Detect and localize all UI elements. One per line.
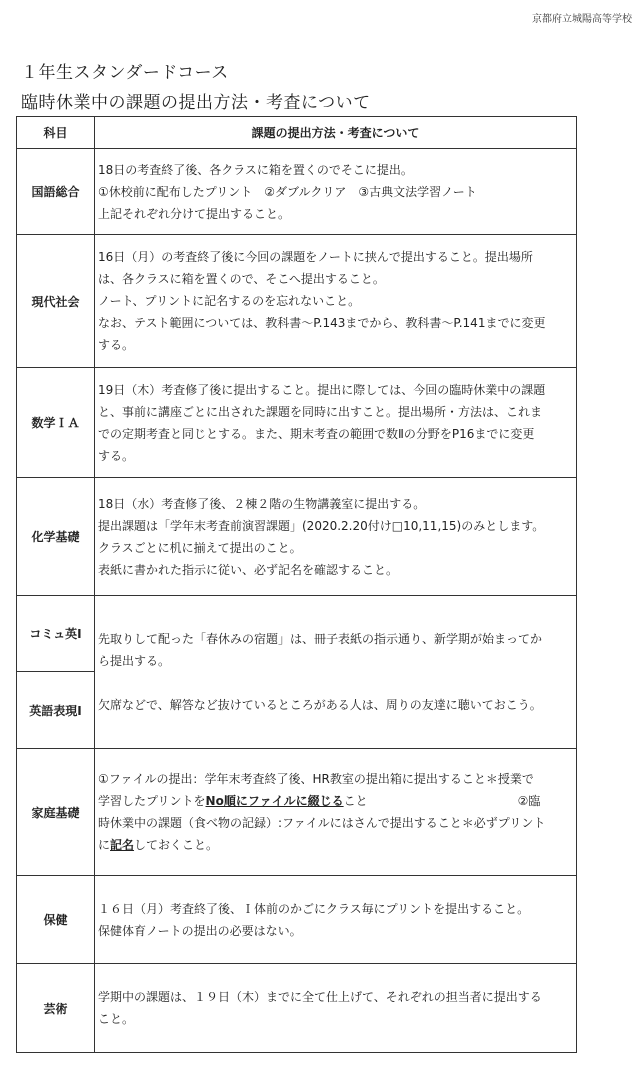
method-cell: [95, 368, 577, 478]
method-cell: [95, 876, 577, 964]
text-line: 上記それぞれ分けて提出すること。: [98, 206, 291, 221]
header-method: 課題の提出方法・考査について: [95, 117, 577, 149]
method-cell: [95, 149, 577, 235]
text-line: 先取りして配った「春休みの宿題」は、冊子表紙の指示通り、新学期が始まってか: [98, 632, 543, 646]
course-title: １年生スタンダードコース: [21, 63, 229, 83]
table-row: [17, 368, 577, 478]
table-row: [17, 749, 577, 876]
text-span: こと: [343, 794, 368, 808]
text-line: する。: [98, 338, 135, 352]
text-line: ①ファイルの提出：学年末考査終了後、HR教室の提出箱に提出すること＊授業で: [98, 772, 534, 786]
method-cell: [95, 596, 577, 749]
subject-cell: 現代社会: [17, 235, 95, 368]
assignment-table: [16, 116, 577, 1053]
table-row: [17, 596, 577, 672]
text-line: なお、テスト範囲については、教科書～P.143までから、教科書～P.141までに変更: [98, 316, 546, 330]
subject-cell: 家庭基礎: [17, 749, 95, 876]
table-row: [17, 478, 577, 596]
method-cell: [95, 964, 577, 1053]
text-line: ら提出する。: [98, 654, 171, 668]
text-line: クラスごとに机に揃えて提出のこと。: [98, 540, 302, 555]
text-line: 提出課題は「学年末考査前演習課題」(2020.2.20付け□10,11,15)のみとします。: [98, 518, 545, 533]
subject-cell: 化学基礎: [17, 478, 95, 596]
text-line: する。: [98, 448, 135, 463]
text-line: 時休業中の課題（食べ物の記録）:ファイルにはさんで提出すること＊必ずプリント: [98, 816, 546, 830]
text-line: [98, 834, 570, 856]
text-line: 18日の考査終了後、各クラスに箱を置くのでそこに提出。: [98, 162, 413, 177]
text-line: 学期中の課題は、１９日（木）までに全て仕上げて、それぞれの担当者に提出する: [98, 990, 542, 1004]
text-line: こと。: [98, 1012, 135, 1026]
text-line: は、各クラスに箱を置くので、そこへ提出すること。: [98, 272, 385, 286]
document-title: 臨時休業中の課題の提出方法・考査について: [21, 93, 371, 113]
text-line: 18日（水）考査修了後、２棟２階の生物講義室に提出する。: [98, 496, 426, 511]
emphasis-text: No順にファイルに綴じる: [205, 794, 344, 808]
text-line: と、事前に講座ごとに出された課題を同時に出すこと。提出場所・方法は、これま: [98, 404, 543, 419]
subject-cell: 芸術: [17, 964, 95, 1053]
text-line: [98, 790, 570, 812]
subject-cell: 英語表現Ⅰ: [17, 672, 95, 749]
table-header-row: [17, 117, 577, 149]
text-line: での定期考査と同じとする。また、期末考査の範囲で数Ⅱの分野をP16までに変更: [98, 426, 535, 441]
text-span: に: [98, 838, 111, 852]
table-row: [17, 876, 577, 964]
text-line: 保健体育ノートの提出の必要はない。: [98, 923, 302, 938]
method-cell: [95, 749, 577, 876]
text-span: 学習したプリントを: [98, 794, 206, 808]
table-row: [17, 235, 577, 368]
subject-cell: 国語総合: [17, 149, 95, 235]
text-line: 欠席などで、解答など抜けているところがある人は、周りの友達に聴いておこう。: [98, 698, 542, 712]
header-subject: 科目: [17, 117, 95, 149]
text-line: ノート、プリントに記名するのを忘れないこと。: [98, 294, 361, 308]
table-row: [17, 964, 577, 1053]
text-span: ②臨: [517, 794, 541, 808]
school-name: 京都府立城陽高等学校: [532, 14, 632, 25]
method-cell: [95, 478, 577, 596]
emphasis-text: 記名: [110, 838, 135, 852]
method-cell: [95, 235, 577, 368]
subject-cell: コミュ英Ⅰ: [17, 596, 95, 672]
text-line: 表紙に書かれた指示に従い、必ず記名を確認すること。: [98, 562, 399, 577]
text-line: ①休校前に配布したプリント ②ダブルクリア ③古典文法学習ノート: [98, 184, 477, 199]
subject-cell: 数学ＩＡ: [17, 368, 95, 478]
text-line: 19日（木）考査修了後に提出すること。提出に際しては、今回の臨時休業中の課題: [98, 382, 546, 397]
subject-cell: 保健: [17, 876, 95, 964]
text-span: しておくこと。: [134, 838, 219, 852]
text-line: １６日（月）考査終了後、Ｉ体前のかごにクラス毎にプリントを提出すること。: [98, 901, 530, 916]
table-row: [17, 149, 577, 235]
text-line: 16日（月）の考査終了後に今回の課題をノートに挟んで提出すること。提出場所: [98, 250, 533, 264]
spacer: [98, 672, 570, 694]
